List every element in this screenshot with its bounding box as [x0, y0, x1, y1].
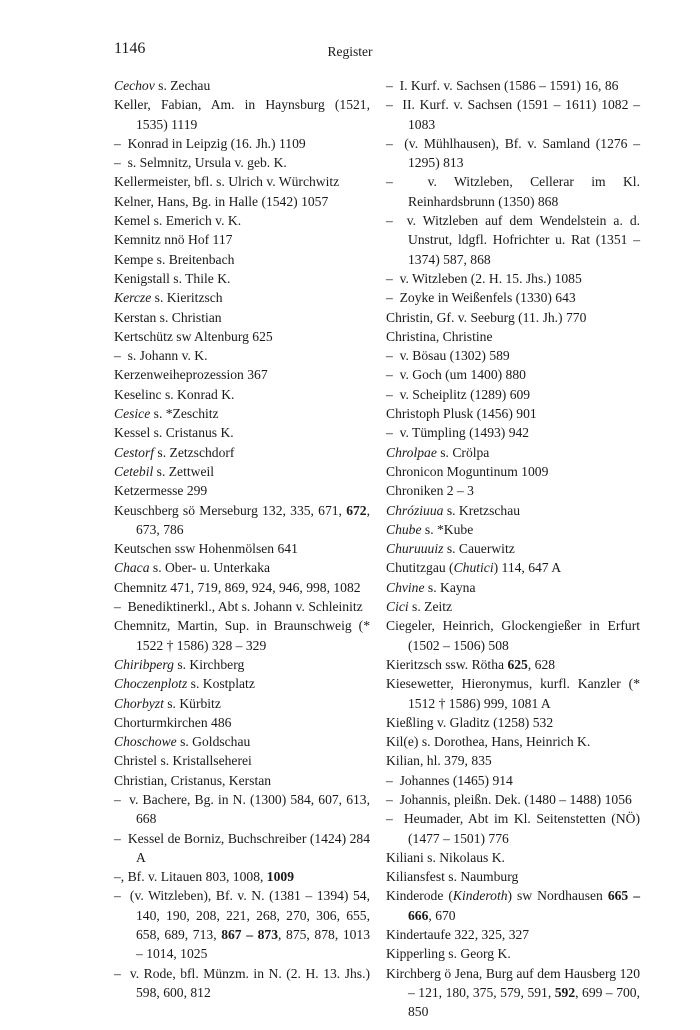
- index-subentry: – v. Witzleben auf dem Wendelstein a. d. Unstrut, ldgfl. Hofrichter u. Rat (1351 – 1374) 587, 868: [386, 211, 640, 269]
- index-entry: Chorturmkirchen 486: [114, 714, 232, 730]
- index-subentry: – v. Witzleben (2. H. 15. Jhs.) 1085: [386, 269, 640, 288]
- index-entry: Kemel s. Emerich v. K.: [114, 213, 242, 229]
- index-entry: Keuschberg sö Merseburg 132, 335, 671, 672, 673, 786: [114, 502, 370, 537]
- index-subentry: – Heumader, Abt im Kl. Seitenstetten (NÖ) (1477 – 1501) 776: [386, 809, 640, 848]
- index-subentry: – Johannes (1465) 914: [386, 771, 640, 790]
- index-entry: Kertschütz sw Altenburg 625: [114, 328, 273, 344]
- index-entry: Choczenplotz s. Kostplatz: [114, 676, 255, 692]
- index-subentry: – v. Goch (um 1400) 880: [386, 365, 640, 384]
- index-entry: Chróziuua s. Kretzschau: [386, 502, 521, 518]
- index-entry: Kiliani s. Nikolaus K.: [386, 849, 505, 865]
- index-entry: Kiesewetter, Hieronymus, kurfl. Kanzler (* 1512 † 1586) 999, 1081 A: [386, 676, 640, 711]
- index-entry: Kipperling s. Georg K.: [386, 946, 511, 962]
- index-entry: –, Bf. v. Litauen 803, 1008, 1009: [114, 869, 294, 885]
- index-entry: Chroniken 2 – 3: [386, 483, 474, 499]
- index-entry: Cechov s. Zechau: [114, 78, 211, 93]
- index-entry: Chemnitz 471, 719, 869, 924, 946, 998, 1082: [114, 579, 361, 595]
- index-entry: Kirchberg ö Jena, Burg auf dem Hausberg 120 – 121, 180, 375, 579, 591, 592, 699 – 700, 850: [386, 965, 640, 1020]
- index-entry: Chorbyzt s. Kürbitz: [114, 695, 221, 711]
- index-entry: Kessel s. Cristanus K.: [114, 425, 234, 441]
- index-entry: Kießling v. Gladitz (1258) 532: [386, 714, 554, 730]
- index-entry: Kellermeister, bfl. s. Ulrich v. Würchwitz: [114, 174, 340, 190]
- index-entry: Kinderode (Kinderoth) sw Nordhausen 665 – 666, 670: [386, 888, 640, 923]
- index-subentry: – Zoyke in Weißenfels (1330) 643: [386, 288, 640, 307]
- index-entry: Keller, Fabian, Am. in Haynsburg (1521, 1535) 1119: [114, 97, 370, 132]
- page-number: 1146: [114, 40, 146, 57]
- index-entry: Keselinc s. Konrad K.: [114, 386, 235, 402]
- index-entry: Ciegeler, Heinrich, Glockengießer in Erfurt (1502 – 1506) 508: [386, 618, 640, 653]
- index-subentry: – I. Kurf. v. Sachsen (1586 – 1591) 16, 86: [386, 76, 640, 95]
- index-entry: Christin, Gf. v. Seeburg (11. Jh.) 770: [386, 309, 587, 325]
- index-entry: Kemnitz nnö Hof 117: [114, 232, 233, 248]
- index-subentry: – v. Tümpling (1493) 942: [386, 423, 640, 442]
- index-entry: Ketzermesse 299: [114, 483, 208, 499]
- index-entry: Keutschen ssw Hohenmölsen 641: [114, 541, 298, 557]
- index-entry: Christian, Cristanus, Kerstan: [114, 772, 272, 788]
- index-entry: Churuuuiz s. Cauerwitz: [386, 541, 515, 557]
- index-subentry: – (v. Mühlhausen), Bf. v. Samland (1276 – 1295) 813: [386, 134, 640, 173]
- index-entry: Christoph Plusk (1456) 901: [386, 406, 537, 422]
- index-subentry: – II. Kurf. v. Sachsen (1591 – 1611) 1082 – 1083: [386, 95, 640, 134]
- index-subentry: – Johannis, pleißn. Dek. (1480 – 1488) 1056: [386, 790, 640, 809]
- index-entry: Kiliansfest s. Naumburg: [386, 869, 519, 885]
- index-subentry: – s. Johann v. K.: [114, 346, 370, 365]
- index-column-left: [114, 76, 370, 1002]
- index-entry: Chvine s. Kayna: [386, 579, 476, 595]
- index-entry: Kilian, hl. 379, 835: [386, 753, 492, 769]
- index-entry: Chrolpae s. Crölpa: [386, 444, 490, 460]
- index-subentry: – v. Bachere, Bg. in N. (1300) 584, 607, 613, 668: [114, 790, 370, 829]
- index-entry: Choschowe s. Goldschau: [114, 734, 251, 750]
- index-entry: Kercze s. Kieritzsch: [114, 290, 223, 306]
- index-entry: Chube s. *Kube: [386, 521, 474, 537]
- index-entry: Chutitzgau (Chutici) 114, 647 A: [386, 560, 562, 576]
- index-entry: Cestorf s. Zetzschdorf: [114, 444, 235, 460]
- index-column-right: [386, 76, 640, 1022]
- index-subentry: – v. Bösau (1302) 589: [386, 346, 640, 365]
- index-subentry: – Konrad in Leipzig (16. Jh.) 1109: [114, 134, 370, 153]
- index-entry: Kelner, Hans, Bg. in Halle (1542) 1057: [114, 193, 329, 209]
- index-entry: Kerzenweiheprozession 367: [114, 367, 268, 383]
- index-entry: Kerstan s. Christian: [114, 309, 222, 325]
- index-subentry: – (v. Witzleben), Bf. v. N. (1381 – 1394) 54, 140, 190, 208, 221, 268, 270, 306, 655, 658, 689, 713, 867 – 873, 875, 878, 1013 – 1014, 1025: [114, 886, 370, 963]
- index-entry: Christel s. Kristallseherei: [114, 753, 252, 769]
- index-entry: Kindertaufe 322, 325, 327: [386, 927, 530, 943]
- index-subentry: – Kessel de Borniz, Buchschreiber (1424) 284 A: [114, 829, 370, 868]
- index-entry: Chiribperg s. Kirchberg: [114, 656, 245, 672]
- running-head: Register: [327, 44, 373, 59]
- index-subentry: – Benediktinerkl., Abt s. Johann v. Schleinitz: [114, 597, 370, 616]
- index-entry: Cesice s. *Zeschitz: [114, 406, 219, 422]
- index-subentry: – s. Selmnitz, Ursula v. geb. K.: [114, 153, 370, 172]
- index-entry: Kieritzsch ssw. Rötha 625, 628: [386, 656, 556, 672]
- index-entry: Kenigstall s. Thile K.: [114, 270, 231, 286]
- index-entry: Cici s. Zeitz: [386, 599, 453, 615]
- index-subentry: – v. Witzleben, Cellerar im Kl. Reinhardsbrunn (1350) 868: [386, 172, 640, 211]
- index-entry: Christina, Christine: [386, 328, 493, 344]
- index-subentry: – v. Scheiplitz (1289) 609: [386, 385, 640, 404]
- index-entry: Cetebil s. Zettweil: [114, 463, 215, 479]
- index-entry: Kempe s. Breitenbach: [114, 251, 235, 267]
- index-entry: Chronicon Moguntinum 1009: [386, 463, 549, 479]
- index-entry: Chaca s. Ober- u. Unterkaka: [114, 560, 271, 576]
- index-subentry: – v. Rode, bfl. Münzm. in N. (2. H. 13. Jhs.) 598, 600, 812: [114, 964, 370, 1003]
- index-entry: Chemnitz, Martin, Sup. in Braunschweig (* 1522 † 1586) 328 – 329: [114, 618, 370, 653]
- index-entry: Kil(e) s. Dorothea, Hans, Heinrich K.: [386, 734, 591, 750]
